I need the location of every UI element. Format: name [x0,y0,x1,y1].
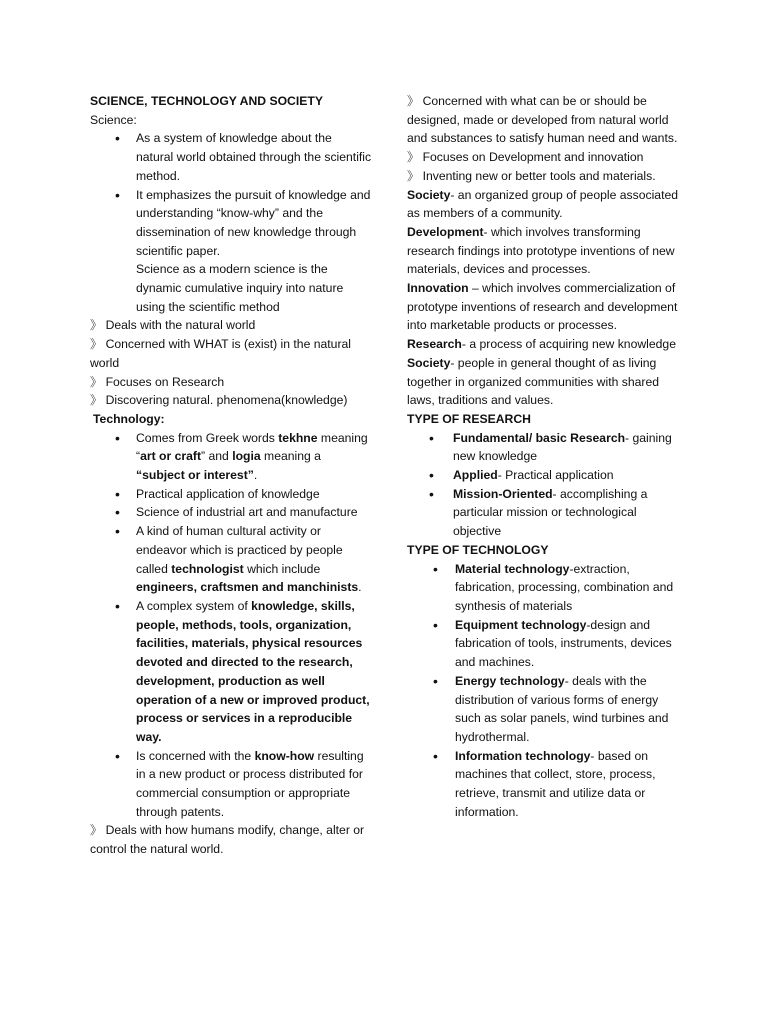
definition-society-1: Society- an organized group of people associated as members of a community. [407,187,679,221]
right-column [407,92,685,821]
list-item: • Comes from Greek words tekhne meaning “art or craft” and logia meaning a “subject or interest”. [90,429,372,485]
science-bullet-list [90,129,372,260]
list-item: • Material technology-extraction, fabrication, processing, combination and synthesis of materials [407,560,685,616]
science-chevron-4: 》 Discovering natural. phenomena(knowledge) [90,393,348,408]
list-item: • Mission-Oriented- accomplishing a particular mission or technological objective [407,485,685,541]
type-of-research-heading: TYPE OF RESEARCH [407,411,531,426]
list-item: • A complex system of knowledge, skills, people, methods, tools, organization, facilities, materials, physical resources devoted and directed to the research, development, production as well operation of a new or improved product, process or services in a reproducible way. [90,597,372,747]
technology-bullet-list [90,429,372,822]
type-of-technology-heading: TYPE OF TECHNOLOGY [407,542,549,557]
list-item: • Information technology- based on machines that collect, store, process, retrieve, transmit and utilize data or information. [407,747,685,822]
list-item: • Is concerned with the know-how resulting in a new product or process distributed for commercial consumption or appropriate through patents. [90,747,372,822]
technology-chevron-3: 》 Focuses on Development and innovation [407,150,644,165]
list-item: • Applied- Practical application [407,466,685,485]
technology-chevron-1: 》 Deals with how humans modify, change, alter or control the natural world. [90,823,365,857]
list-item: • Fundamental/ basic Research- gaining new knowledge [407,429,685,466]
left-column [90,92,372,859]
science-chevron-3: 》 Focuses on Research [90,374,225,389]
list-item: • Practical application of knowledge [90,485,372,504]
research-type-list [407,429,685,541]
technology-chevron-2: 》 Concerned with what can be or should be designed, made or developed from natural world and substances to satisfy human need and wants. [407,94,678,146]
science-label: Science: [90,112,137,127]
list-item: • It emphasizes the pursuit of knowledge and understanding “know-why” and the dissemination of new knowledge through scientific paper. [90,186,372,261]
list-item: • A kind of human cultural activity or endeavor which is practiced by people called technologist which include engineers, craftsmen and manchinists. [90,522,372,597]
definition-development: Development- which involves transforming research findings into prototype inventions of new materials, devices and processes. [407,224,675,277]
definition-innovation: Innovation – which involves commercialization of prototype inventions of research and development into marketable products or processes. [407,281,678,333]
technology-label: Technology: [93,411,165,426]
science-chevron-1: 》 Deals with the natural world [90,318,256,333]
list-item: • As a system of knowledge about the natural world obtained through the scientific method. [90,129,372,185]
science-continuation: Science as a modern science is the dynamic cumulative inquiry into nature using the scientific method [136,262,344,314]
list-item: • Energy technology- deals with the distribution of various forms of energy such as solar panels, wind turbines and hydrothermal. [407,672,685,747]
science-chevron-2: 》 Concerned with WHAT is (exist) in the natural world [90,337,351,370]
definition-society-2: Society- people in general thought of as living together in organized communities with shared laws, traditions and values. [407,355,660,408]
technology-type-list [407,560,685,822]
technology-chevron-4: 》 Inventing new or better tools and materials. [407,168,656,183]
list-item: • Science of industrial art and manufacture [90,503,372,522]
page-title: SCIENCE, TECHNOLOGY AND SOCIETY [90,94,323,108]
list-item: • Equipment technology-design and fabrication of tools, instruments, devices and machines. [407,616,685,672]
definition-research: Research- a process of acquiring new knowledge [407,337,676,352]
